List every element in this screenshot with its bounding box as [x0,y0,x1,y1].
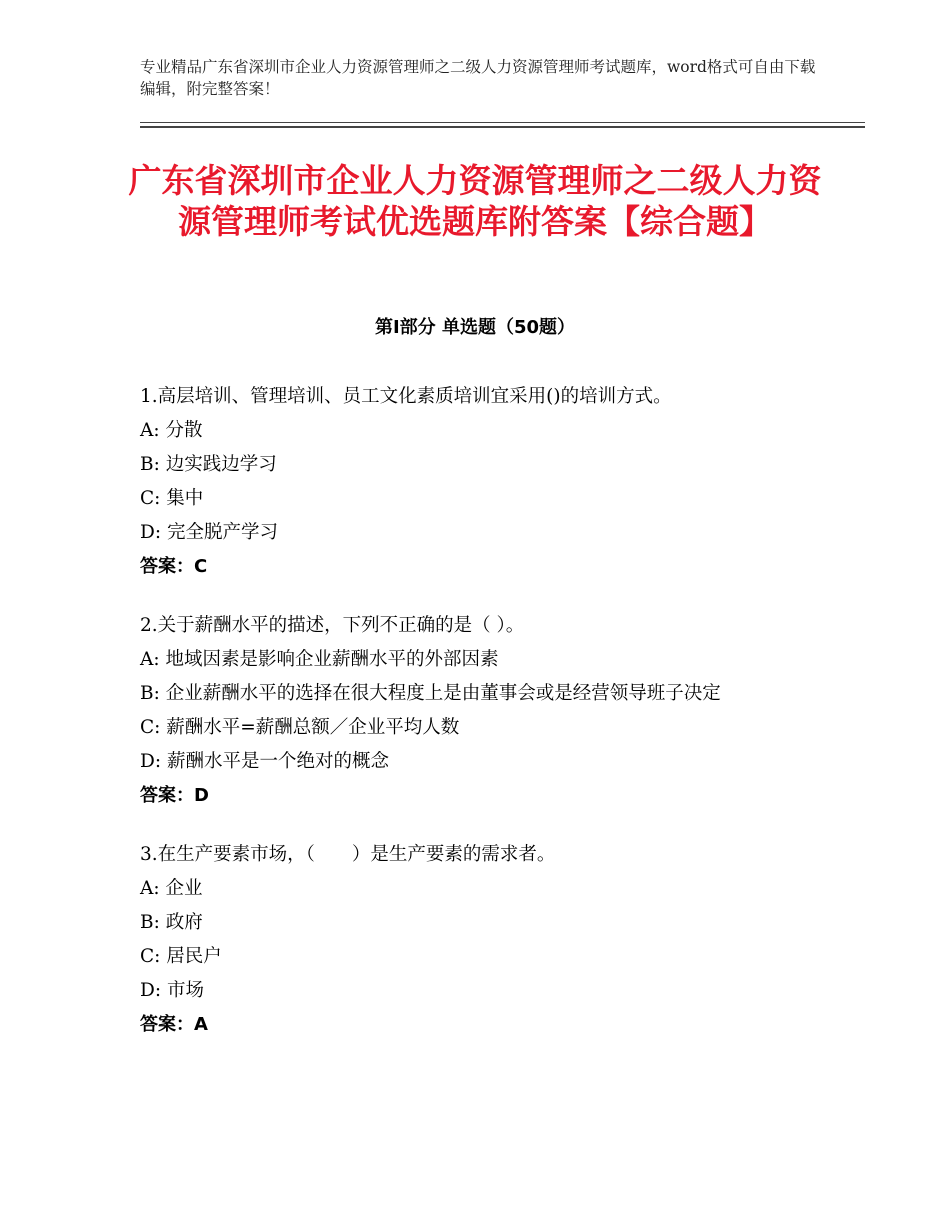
document-title: 广东省深圳市企业人力资源管理师之二级人力资源管理师考试优选题库附答案【综合题】 [128,161,822,241]
option-c: C: 集中 [140,488,204,509]
option-c: C: 居民户 [140,946,222,967]
option-b: B: 边实践边学习 [140,454,277,475]
option-d: D: 市场 [140,980,204,1001]
header-rule-thin [140,122,865,123]
option-a: A: 分散 [140,420,203,441]
question-stem: 1.高层培训、管理培训、员工文化素质培训宜采用()的培训方式。 [140,386,672,407]
question-stem: 3.在生产要素市场，（ ）是生产要素的需求者。 [140,844,556,865]
question-3 [140,838,810,1042]
option-c: C: 薪酬水平=薪酬总额／企业平均人数 [140,717,460,738]
question-stem: 2.关于薪酬水平的描述，下列不正确的是（ ）。 [140,615,525,636]
option-d: D: 薪酬水平是一个绝对的概念 [140,751,389,772]
answer-label: 答案：D [140,785,209,806]
option-b: B: 企业薪酬水平的选择在很大程度上是由董事会或是经营领导班子决定 [140,683,721,704]
option-a: A: 企业 [140,878,203,899]
question-2 [140,609,810,813]
question-list [140,380,810,1067]
answer-label: 答案：C [140,556,208,577]
section-heading: 第Ⅰ部分 单选题（50题） [374,317,575,338]
header-note: 专业精品广东省深圳市企业人力资源管理师之二级人力资源管理师考试题库，word格式可自由下载编辑，附完整答案！ [140,58,816,98]
question-1 [140,380,810,584]
option-b: B: 政府 [140,912,203,933]
answer-label: 答案：A [140,1014,208,1035]
option-d: D: 完全脱产学习 [140,522,278,543]
header-rule-thick [140,126,865,128]
option-a: A: 地域因素是影响企业薪酬水平的外部因素 [140,649,499,670]
